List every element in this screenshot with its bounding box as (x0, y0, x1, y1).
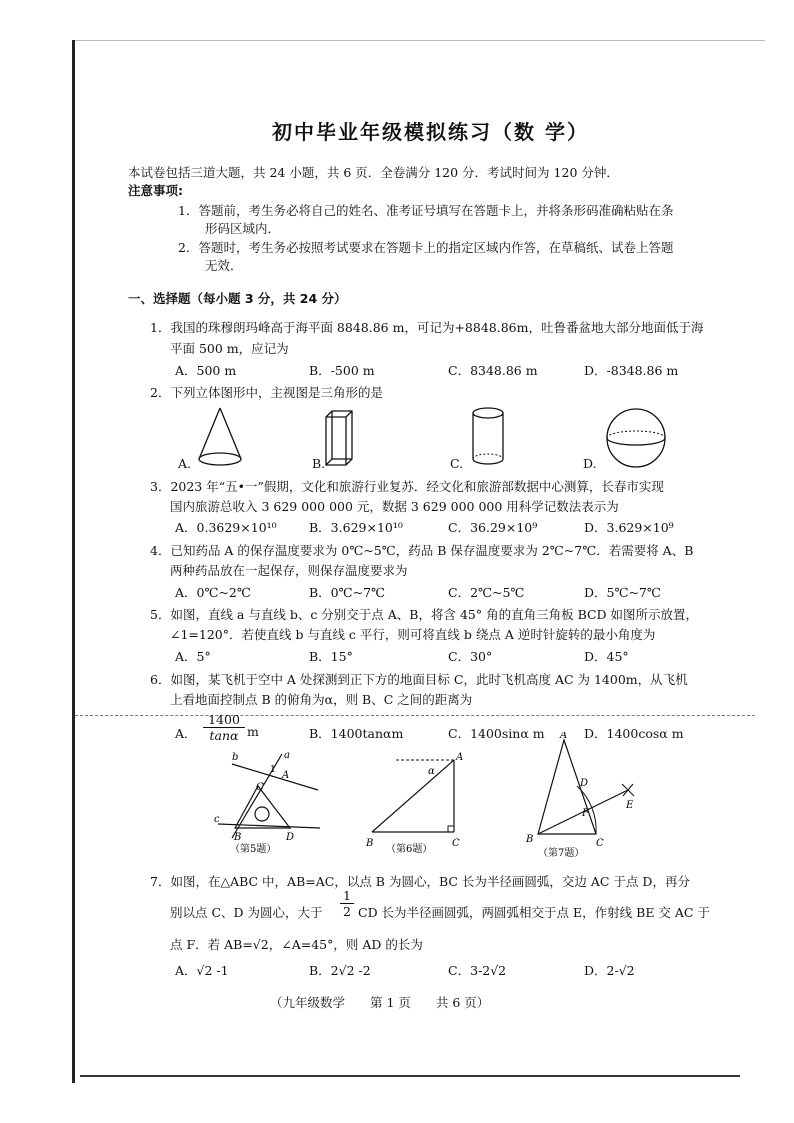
fig6-label-B: B (366, 838, 374, 849)
fig5-label-c: c (214, 814, 220, 825)
fig5-label-a: a (284, 750, 290, 761)
cylinder-figure (468, 405, 508, 469)
q4-option-d: D．5℃~7℃ (584, 585, 661, 600)
page-footer: （九年级数学 第 1 页 共 6 页） (270, 995, 490, 1010)
q6-stem-line-2: 上看地面控制点 B 的俯角为α，则 B、C 之间的距离为 (170, 692, 473, 707)
page-left-border (72, 40, 75, 1083)
q6-stem-line-1: 6．如图，某飞机于空中 A 处探测到正下方的地面目标 C，此时飞机高度 AC 为 1400m，从飞机 (150, 672, 688, 687)
q3-stem-line-2: 国内旅游总收入 3 629 000 000 元，数据 3 629 000 000 用科学记数法表示为 (170, 499, 619, 514)
q7-stem-line-2a: 别以点 C、D 为圆心，大于 (170, 905, 323, 920)
q3-option-d: D．3.629×10⁹ (584, 520, 674, 535)
fig5-label-A: A (282, 770, 290, 781)
q5-stem-line-1: 5．如图，直线 a 与直线 b、c 分别交于点 A、B，将含 45° 角的直角三角板 BCD 如图所示放置， (150, 607, 699, 622)
cone-figure (195, 405, 245, 467)
q7-half-denominator: 2 (343, 904, 351, 919)
fig7-caption: （第7题） (538, 848, 585, 859)
q2-option-c: C. (450, 456, 464, 471)
q3-stem-line-1: 3．2023 年“五•一”假期，文化和旅游行业复苏．经文化和旅游部数据中心测算，长春市实现 (150, 479, 664, 494)
q2-option-a: A. (178, 456, 192, 471)
q6-option-b: B．1400tanαm (309, 726, 404, 741)
q1-stem-line-2: 平面 500 m，应记为 (170, 341, 289, 356)
q2-option-b: B. (312, 456, 326, 471)
q2-stem: 2．下列立体图形中，主视图是三角形的是 (150, 385, 383, 400)
fig5-label-angle-1: 1 (270, 765, 276, 775)
fig5-caption: （第5题） (230, 844, 277, 855)
q1-option-d: D．-8348.86 m (584, 363, 679, 378)
prism-figure (320, 407, 360, 469)
q7-stem-line-3: 点 F．若 AB=√2，∠A=45°，则 AD 的长为 (170, 937, 423, 952)
q5-option-c: C．30° (448, 649, 493, 664)
notice-2-line-2: 无效． (205, 258, 243, 273)
q7-stem-line-2b: CD 长为半径画圆弧，两圆弧相交于点 E，作射线 BE 交 AC 于 (358, 905, 710, 920)
q7-option-c: C．3-2√2 (448, 963, 507, 978)
fig7-label-A: A (560, 732, 568, 741)
fig6-label-A: A (456, 752, 464, 763)
fig7-label-E: E (626, 800, 634, 811)
q6-option-a-unit: m (247, 724, 259, 739)
q5-option-b: B．15° (309, 649, 353, 664)
q7-option-a: A．√2 -1 (175, 963, 229, 978)
q6-option-d: D．1400cosα m (584, 726, 684, 741)
q7-half-fraction (340, 888, 354, 920)
fig7-label-D: D (580, 778, 589, 789)
q7-half-numerator: 1 (340, 888, 354, 904)
fig5-label-B: B (234, 832, 242, 843)
figure-6 (360, 748, 470, 858)
fig7-label-F: F (582, 808, 589, 819)
q1-stem-line-1: 1．我国的珠穆朗玛峰高于海平面 8848.86 m，可记为+8848.86m，吐鲁番盆地大部分地面低于海 (150, 320, 704, 335)
q6-option-a: A． (175, 726, 197, 741)
section-heading-multiple-choice: 一、选择题（每小题 3 分，共 24 分） (128, 291, 347, 306)
fig7-label-B: B (526, 834, 534, 845)
fig5-label-D: D (286, 832, 295, 843)
q3-option-a: A．0.3629×10¹⁰ (175, 520, 277, 535)
q4-option-b: B．0℃~7℃ (309, 585, 386, 600)
page-title: 初中毕业年级模拟练习（数 学） (272, 120, 589, 144)
fig6-label-C: C (452, 838, 460, 849)
fig6-caption: （第6题） (386, 844, 433, 855)
notice-1-line-1: 1．答题前，考生务必将自己的姓名、准考证号填写在答题卡上，并将条形码准确粘贴在条 (178, 203, 674, 218)
q6-option-c: C．1400sinα m (448, 726, 545, 741)
sphere-figure (604, 406, 668, 470)
fig6-label-alpha: α (428, 766, 435, 777)
q1-option-b: B．-500 m (309, 363, 375, 378)
notice-1-line-2: 形码区域内． (205, 221, 281, 236)
fig7-label-C: C (596, 838, 604, 849)
bottom-rule (80, 1075, 740, 1077)
q4-option-a: A．0℃~2℃ (175, 585, 251, 600)
q5-stem-line-2: ∠1=120°．若使直线 b 与直线 c 平行，则可将直线 b 绕点 A 逆时针旋转的最小角度为 (170, 627, 656, 642)
q6-frac-denominator: tanα (209, 728, 239, 743)
q1-option-c: C．8348.86 m (448, 363, 538, 378)
q2-option-d: D. (583, 456, 597, 471)
q4-stem-line-2: 两种药品放在一起保存，则保存温度要求为 (170, 563, 408, 578)
q3-option-c: C．36.29×10⁹ (448, 520, 538, 535)
page-top-border (75, 40, 765, 41)
exam-intro: 本试卷包括三道大题，共 24 小题，共 6 页．全卷满分 120 分．考试时间为 120 分钟． (128, 165, 619, 180)
figure-7 (516, 732, 641, 860)
fig5-label-b: b (232, 752, 239, 763)
fig5-label-C: C (256, 782, 264, 793)
q7-option-d: D．2-√2 (584, 963, 635, 978)
q5-option-a: A．5° (175, 649, 211, 664)
notice-2-line-1: 2．答题时，考生务必按照考试要求在答题卡上的指定区域内作答，在草稿纸、试卷上答题 (178, 240, 674, 255)
scan-artifact-line (75, 715, 755, 717)
q4-stem-line-1: 4．已知药品 A 的保存温度要求为 0℃~5℃，药品 B 保存温度要求为 2℃~7℃．若需要将 A、B (150, 543, 694, 558)
q6-option-a-fraction (203, 712, 245, 744)
q7-stem-line-1: 7．如图，在△ABC 中，AB=AC，以点 B 为圆心，BC 长为半径画圆弧，交边 AC 于点 D，再分 (150, 874, 690, 889)
notice-heading: 注意事项: (128, 183, 183, 198)
q3-option-b: B．3.629×10¹⁰ (309, 520, 403, 535)
q7-option-b: B．2√2 -2 (309, 963, 371, 978)
figure-5 (210, 748, 330, 858)
q6-frac-numerator: 1400 (203, 712, 245, 728)
q1-option-a: A．500 m (175, 363, 237, 378)
q5-option-d: D．45° (584, 649, 629, 664)
q4-option-c: C．2℃~5℃ (448, 585, 525, 600)
